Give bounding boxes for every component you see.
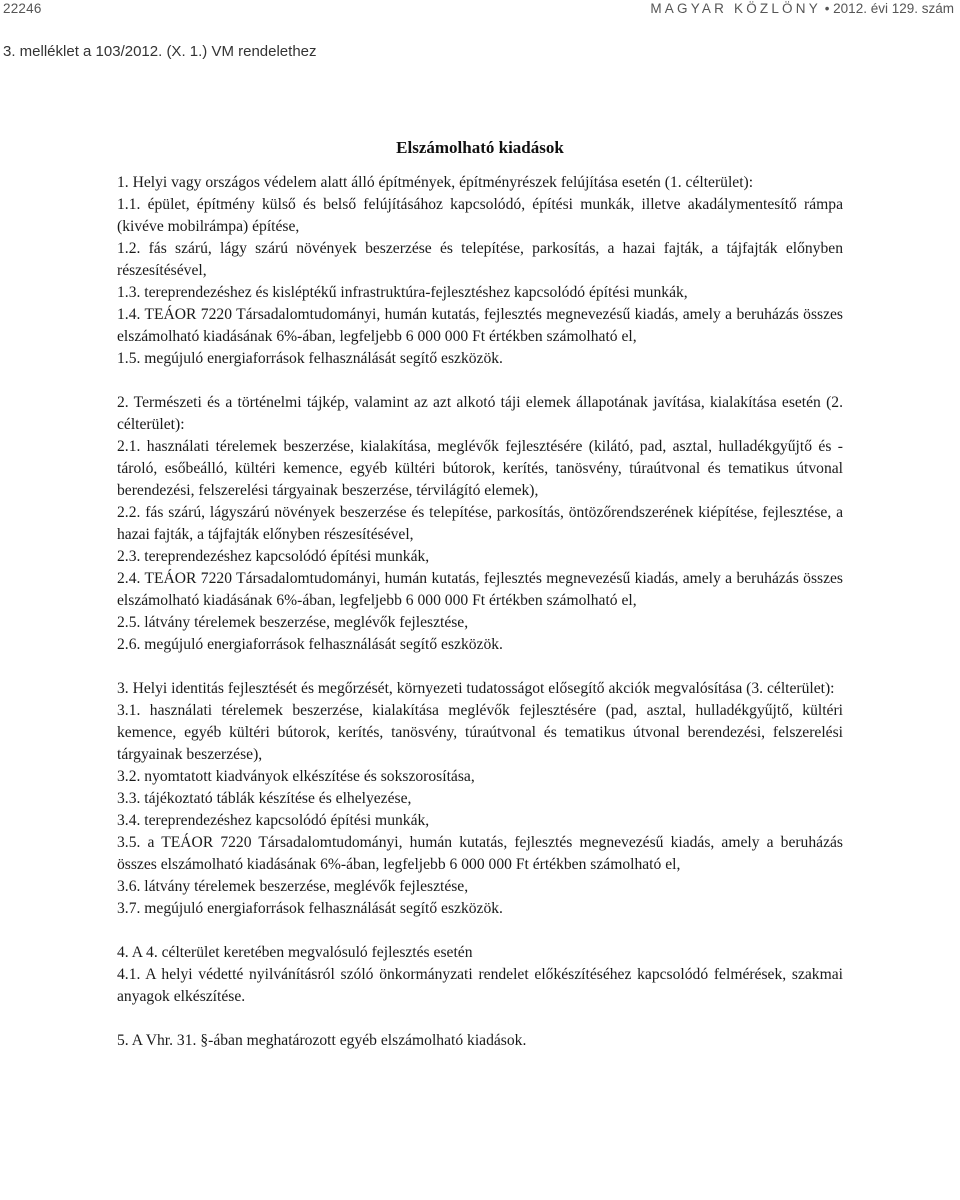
document-paragraph: 5. A Vhr. 31. §-ában meghatározott egyéb elszámolható kiadások. [117, 1032, 527, 1049]
document-paragraph: 2.1. használati térelemek beszerzése, kialakítása, meglévők fejlesztésére (kilátó, pad, asztal, hulladékgyűjtő és -tároló, esőbeálló, kültéri kemence, egyéb kültéri bútorok, kerítés, tanösvény, túraútvonal és tematikus útvonal berendezési, felszerelési tárgyainak beszerzése, térvilágító elemek), [117, 438, 843, 499]
document-paragraph: 3.6. látvány térelemek beszerzése, meglévők fejlesztése, [117, 878, 469, 895]
document-paragraph: 1.2. fás szárú, lágy szárú növények beszerzése és telepítése, parkosítás, a hazai fajták, a tájfajták előnyben részesítésével, [117, 240, 843, 279]
document-paragraph: 3.4. tereprendezéshez kapcsolódó építési munkák, [117, 812, 430, 829]
document-paragraph: 3.1. használati térelemek beszerzése, kialakítása meglévők fejlesztésére (pad, asztal, hulladékgyűjtő, kültéri kemence, egyéb kültéri bútorok, kerítés, tanösvény, túraútvonal és tematikus útvonal berendezési, felszerelési tárgyainak beszerzése), [117, 702, 843, 763]
document-paragraph: 2.2. fás szárú, lágyszárú növények beszerzése és telepítése, parkosítás, öntözőrendszerének kiépítése, fejlesztése, a hazai fajták, a tájfajták előnyben részesítésével, [117, 504, 843, 543]
document-paragraph: 3.2. nyomtatott kiadványok elkészítése és sokszorosítása, [117, 768, 475, 785]
document-paragraph: 1.1. épület, építmény külső és belső felújításához kapcsolódó, építési munkák, illetve akadálymentesítő rámpa (kivéve mobilrámpa) építése, [117, 196, 843, 235]
document-paragraph: 3.7. megújuló energiaforrások felhasználását segítő eszközök. [117, 900, 503, 917]
document-paragraph: 1.3. tereprendezéshez és kisléptékű infrastruktúra-fejlesztéshez kapcsolódó építési munkák, [117, 284, 688, 301]
document-paragraph: 1. Helyi vagy országos védelem alatt álló építmények, építményrészek felújítása esetén (1. célterület): [117, 174, 754, 191]
annex-title: 3. melléklet a 103/2012. (X. 1.) VM rendelethez [3, 43, 317, 60]
page-number: 22246 [3, 1, 42, 16]
journal-name: MAGYAR KÖZLÖNY [650, 1, 821, 16]
paragraph-gap [117, 920, 843, 942]
document-title: Elszámolható kiadások [396, 138, 564, 157]
document-body [117, 172, 843, 1052]
journal-info [650, 1, 954, 16]
document-paragraph: 2.5. látvány térelemek beszerzése, meglévők fejlesztése, [117, 614, 469, 631]
issue-info: • 2012. évi 129. szám [824, 1, 954, 16]
document-paragraph: 1.5. megújuló energiaforrások felhasználását segítő eszközök. [117, 350, 503, 367]
document-paragraph: 1.4. TEÁOR 7220 Társadalomtudományi, humán kutatás, fejlesztés megnevezésű kiadás, amely a beruházás összes elszámolható kiadásának 6%-ában, legfeljebb 6 000 000 Ft értékben számolható el, [117, 306, 843, 345]
page-header [0, 0, 960, 22]
paragraph-gap [117, 656, 843, 678]
document-paragraph: 3. Helyi identitás fejlesztését és megőrzését, környezeti tudatosságot elősegítő akciók megvalósítása (3. célterület): [117, 680, 835, 697]
document-paragraph: 2.4. TEÁOR 7220 Társadalomtudományi, humán kutatás, fejlesztés megnevezésű kiadás, amely a beruházás összes elszámolható kiadásának 6%-ában, legfeljebb 6 000 000 Ft értékben számolható el, [117, 570, 843, 609]
document-paragraph: 4. A 4. célterület keretében megvalósuló fejlesztés esetén [117, 944, 473, 961]
paragraph-gap [117, 1008, 843, 1030]
document-paragraph: 2.6. megújuló energiaforrások felhasználását segítő eszközök. [117, 636, 503, 653]
document-paragraph: 3.3. tájékoztató táblák készítése és elhelyezése, [117, 790, 412, 807]
paragraph-gap [117, 370, 843, 392]
document-paragraph: 4.1. A helyi védetté nyilvánításról szóló önkormányzati rendelet előkészítéséhez kapcsolódó felmérések, szakmai anyagok elkészítése. [117, 966, 843, 1005]
document-paragraph: 2. Természeti és a történelmi tájkép, valamint az azt alkotó táji elemek állapotának javítása, kialakítása esetén (2. célterület): [117, 394, 843, 433]
document-paragraph: 2.3. tereprendezéshez kapcsolódó építési munkák, [117, 548, 430, 565]
document-paragraph: 3.5. a TEÁOR 7220 Társadalomtudományi, humán kutatás, fejlesztés megnevezésű kiadás, amely a beruházás összes elszámolható kiadásának 6%-ában, legfeljebb 6 000 000 Ft értékben számolható el, [117, 834, 843, 873]
